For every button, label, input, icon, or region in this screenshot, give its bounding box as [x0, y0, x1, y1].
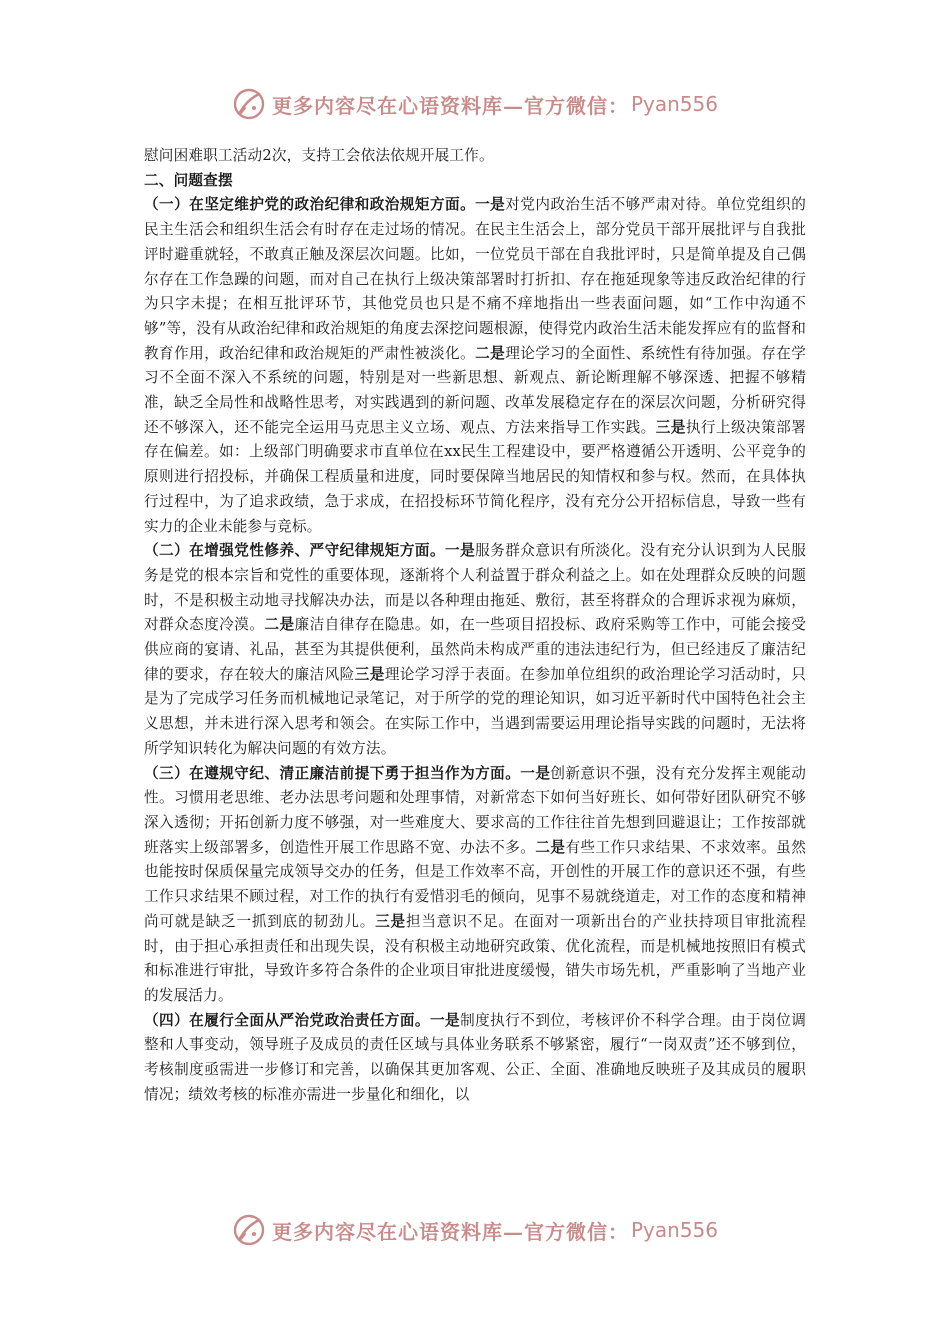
brush-logo-icon [232, 87, 266, 121]
paragraph-3-heading: （三）在遵规守纪、清正廉洁前提下勇于担当作为方面。 [144, 764, 521, 782]
paragraph-3 [144, 762, 806, 1009]
paragraph-2-key-2: 二是 [264, 616, 295, 634]
paragraph-1-text-2: 理论学习的全面性、系统性有待加强。存在学习不全面不深入不系统的问题，特别是对一些新思想、新观点、新论断理解不够深透、把握不够精准，缺乏全局性和战略性思考，对实践遇到的新问题、改革发展稳定存在的深层次问题，分析研究得还不够深入，还不能完全运用马克思主义立场、观点、方法来指导工作实践。 [144, 344, 806, 436]
paragraph-1-text-1: 对党内政治生活不够严肃对待。单位党组织的民主生活会和组织生活会有时存在走过场的情况。在民主生活会上，部分党员干部开展批评与自我批评时避重就轻，不敢真正触及深层次问题。比如，一位党员干部在自我批评时，只是简单提及自己偶尔存在工作急躁的问题，而对自己在执行上级决策部署时打折扣、存在拖延现象等违反政治纪律的行为只字未提；在相互批评环节，其他党员也只是不痛不痒地指出一些表面问题，如“工作中沟通不够”等，没有从政治纪律和政治规矩的角度去深挖问题根源，使得党内政治生活未能发挥应有的监督和教育作用，政治纪律和政治规矩的严肃性被淡化。 [144, 196, 806, 362]
document-body [144, 144, 806, 1107]
paragraph-4-key-1: 一是 [429, 1011, 461, 1029]
paragraph-1-key-1: 一是 [475, 196, 506, 214]
section-title: 二、问题查摆 [144, 171, 233, 189]
footer-watermark [0, 1210, 950, 1250]
paragraph-1-key-2: 二是 [475, 344, 506, 362]
footer-watermark-code: Pyan556 [630, 1218, 718, 1242]
header-watermark [0, 84, 950, 124]
paragraph-3-key-1: 一是 [520, 764, 551, 782]
paragraph-3-text-2: 有些工作只求结果、不求效率。虽然也能按时保质保量完成领导交办的任务，但是工作效率不高，开创性的开展工作的意识还不强，有些工作只求结果不顾过程，对工作的执行有爱惜羽毛的倾向，见事不易就绕道走，对工作的态度和精神尚可就是缺乏一抓到底的韧劲儿。 [144, 838, 807, 930]
paragraph-1-heading: （一）在坚定维护党的政治纪律和政治规矩方面。 [144, 196, 476, 214]
paragraph-1-key-3: 三是 [655, 418, 686, 436]
paragraph-2-text-2: 廉洁自律存在隐患。如，在一些项目招投标、政府采购等工作中，可能会接受供应商的宴请、礼品，甚至为其提供便利，虽然尚未构成严重的违法违纪行为，但已经违反了廉洁纪律的要求，存在较大的廉洁风险 [144, 616, 806, 683]
paragraph-2-heading: （二）在增强党性修养、严守纪律规矩方面。 [144, 542, 446, 560]
paragraph-4-text-1: 制度执行不到位，考核评价不科学合理。由于岗位调整和人事变动，领导班子及成员的责任区域与具体业务联系不够紧密，履行“一岗双责”还不够到位，考核制度亟需进一步修订和完善，以确保其更加客观、公正、全面、准确地反映班子及其成员的履职情况；绩效考核的标准亦需进一步量化和细化，以 [144, 1011, 806, 1103]
paragraph-1-text-3: 执行上级决策部署存在偏差。如：上级部门明确要求市直单位在xx民生工程建设中，要严格遵循公开透明、公平竞争的原则进行招投标，并确保工程质量和进度，同时要保障当地居民的知情权和参与权。然而，在具体执行过程中，为了追求政绩，急于求成，在招投标环节简化程序，没有充分公开招标信息，导致一些有实力的企业未能参与竞标。 [144, 418, 806, 535]
paragraph-3-key-3: 三是 [375, 912, 406, 930]
intro-line: 慰问困难职工活动2次，支持工会依法依规开展工作。 [144, 147, 494, 164]
paragraph-4 [144, 1009, 806, 1108]
paragraph-2 [144, 539, 806, 761]
paragraph-2-text-1: 服务群众意识有所淡化。没有充分认识到为人民服务是党的根本宗旨和党性的重要体现，逐渐将个人利益置于群众利益之上。如在处理群众反映的问题时，不是积极主动地寻找解决办法，而是以各种理由拖延、敷衍，甚至将群众的合理诉求视为麻烦，对群众态度冷漠。 [144, 542, 806, 634]
paragraph-1 [144, 193, 806, 539]
paragraph-2-text-3: 理论学习浮于表面。在参加单位组织的政治理论学习活动时，只是为了完成学习任务而机械地记录笔记，对于所学的党的理论知识，如习近平新时代中国特色社会主义思想，并未进行深入思考和领会。在实际工作中，当遇到需要运用理论指导实践的问题时，无法将所学知识转化为解决问题的有效方法。 [144, 665, 806, 757]
paragraph-3-text-3: 担当意识不足。在面对一项新出台的产业扶持项目审批流程时，由于担心承担责任和出现失误，没有积极主动地研究政策、优化流程，而是机械地按照旧有模式和标准进行审批，导致许多符合条件的企业项目审批进度缓慢，错失市场先机，严重影响了当地产业的发展活力。 [144, 912, 806, 1004]
brush-logo-icon [232, 1213, 266, 1247]
footer-watermark-text: 更多内容尽在心语资料库—官方微信： [271, 1219, 629, 1244]
paragraph-4-heading: （四）在履行全面从严治党政治责任方面。 [144, 1011, 430, 1029]
paragraph-3-key-2: 二是 [535, 838, 566, 856]
header-watermark-text: 更多内容尽在心语资料库—官方微信： [271, 93, 629, 118]
paragraph-2-key-1: 一是 [445, 542, 476, 560]
paragraph-2-key-3: 三是 [354, 665, 385, 683]
paragraph-3-text-1: 创新意识不强，没有充分发挥主观能动性。习惯用老思维、老办法思考问题和处理事情，对新常态下如何当好班长、如何带好团队研究不够深入透彻；开拓创新力度不够强，对一些难度大、要求高的工作往往首先想到回避退让；工作按部就班落实上级部署多，创造性开展工作思路不宽、办法不多。 [144, 764, 806, 856]
header-watermark-code: Pyan556 [630, 92, 718, 116]
